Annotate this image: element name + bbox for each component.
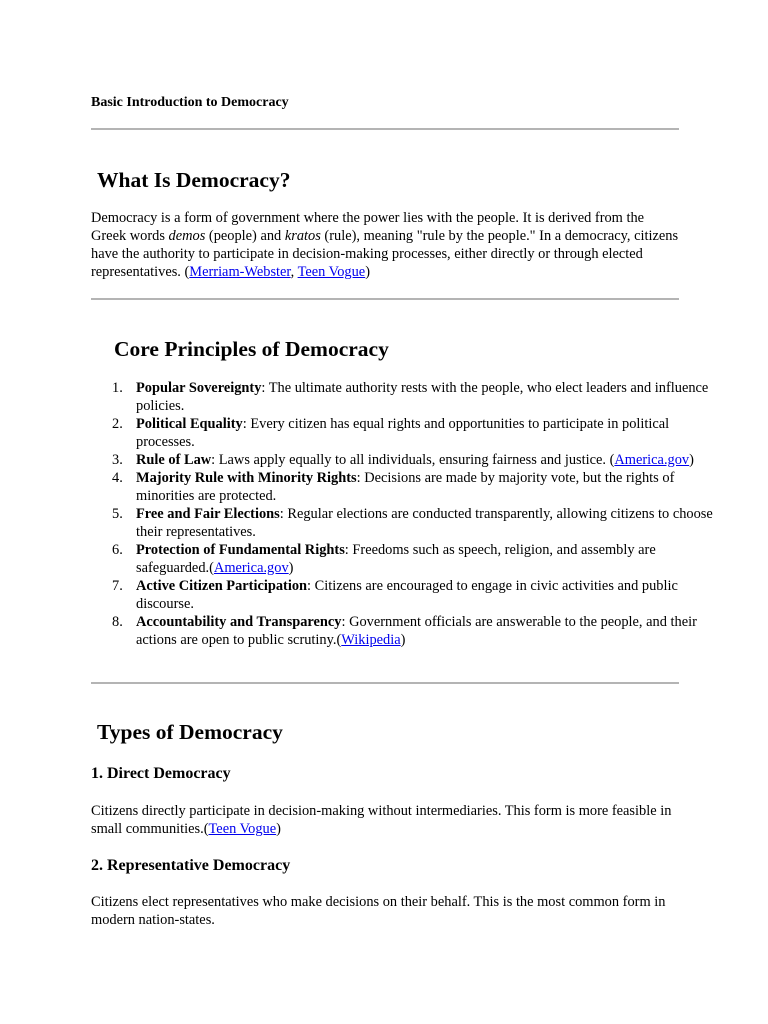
principle-term: Protection of Fundamental Rights bbox=[136, 542, 345, 558]
america-gov-link[interactable]: America.gov bbox=[614, 452, 690, 468]
paragraph-text: (rule), meaning "rule by the people." In a democracy, citizens have the authority to participate in decision-making processes, either directly or through elected representatives. ( bbox=[91, 228, 679, 280]
principle-item-political-equality bbox=[136, 415, 724, 451]
merriam-webster-link[interactable]: Merriam-Webster bbox=[189, 264, 291, 280]
definition-paragraph bbox=[91, 209, 679, 281]
italic-term-demos: demos bbox=[168, 228, 206, 244]
principle-term: Active Citizen Participation bbox=[136, 578, 308, 594]
closing-paren: ) bbox=[276, 821, 281, 837]
principle-term: Political Equality bbox=[136, 416, 243, 432]
principle-description: : Government officials are answerable to the people, and their actions are open to public scrutiny. bbox=[136, 614, 697, 648]
principle-description: : Every citizen has equal rights and opportunities to participate in political processes. bbox=[136, 416, 670, 450]
closing-paren: ) bbox=[365, 264, 370, 280]
paragraph-text: (people) and bbox=[205, 228, 285, 244]
section-heading-what-is-democracy: What Is Democracy? bbox=[97, 168, 291, 192]
principle-term: Popular Sovereignty bbox=[136, 380, 262, 396]
teen-vogue-link[interactable]: Teen Vogue bbox=[208, 821, 277, 837]
principle-item-fundamental-rights bbox=[136, 541, 724, 577]
principle-description: : Decisions are made by majority vote, but the rights of minorities are protected. bbox=[136, 470, 675, 504]
wikipedia-link[interactable]: Wikipedia bbox=[341, 632, 401, 648]
open-paren: ( bbox=[209, 560, 214, 576]
principle-item-citizen-participation bbox=[136, 577, 724, 613]
principle-term: Rule of Law bbox=[136, 452, 212, 468]
divider bbox=[91, 128, 679, 130]
principle-description: : The ultimate authority rests with the people, who elect leaders and influence policies. bbox=[136, 380, 709, 414]
principle-item-free-elections bbox=[136, 505, 724, 541]
separator-text: , bbox=[290, 264, 298, 280]
divider bbox=[91, 682, 679, 684]
paragraph-text: Citizens directly participate in decision-making without intermediaries. This form is more feasible in small communities.( bbox=[91, 803, 672, 837]
principle-term: Accountability and Transparency bbox=[136, 614, 342, 630]
principle-description: : Citizens are encouraged to engage in civic activities and public discourse. bbox=[136, 578, 678, 612]
open-paren: ( bbox=[606, 452, 615, 468]
open-paren: ( bbox=[336, 632, 342, 648]
document-title: Basic Introduction to Democracy bbox=[91, 95, 289, 110]
italic-term-kratos: kratos bbox=[284, 228, 321, 244]
principle-item-popular-sovereignty bbox=[136, 379, 724, 415]
america-gov-link[interactable]: America.gov bbox=[213, 560, 289, 576]
principle-item-accountability bbox=[136, 613, 724, 649]
principle-description: : Regular elections are conducted transparently, allowing citizens to choose their representatives. bbox=[136, 506, 713, 540]
section-heading-core-principles: Core Principles of Democracy bbox=[114, 337, 389, 361]
direct-democracy-paragraph bbox=[91, 802, 679, 838]
principle-item-rule-of-law bbox=[136, 451, 724, 469]
principle-term: Majority Rule with Minority Rights bbox=[136, 470, 357, 486]
closing-paren: ) bbox=[689, 452, 694, 468]
teen-vogue-link[interactable]: Teen Vogue bbox=[297, 264, 366, 280]
subheading-direct-democracy: 1. Direct Democracy bbox=[91, 765, 231, 782]
paragraph-text: Democracy is a form of government where the power lies with the people. It is derived from the Greek words bbox=[91, 210, 645, 244]
principles-list bbox=[91, 379, 724, 649]
principle-description: : Freedoms such as speech, religion, and assembly are safeguarded. bbox=[136, 542, 656, 576]
closing-paren: ) bbox=[288, 560, 294, 576]
subheading-representative-democracy: 2. Representative Democracy bbox=[91, 857, 291, 874]
representative-democracy-paragraph: Citizens elect representatives who make decisions on their behalf. This is the most common form in modern nation-states. bbox=[91, 894, 666, 928]
divider bbox=[91, 298, 679, 300]
principle-term: Free and Fair Elections bbox=[136, 506, 280, 522]
closing-paren: ) bbox=[400, 632, 406, 648]
section-heading-types-of-democracy: Types of Democracy bbox=[97, 720, 283, 744]
principle-item-majority-rule bbox=[136, 469, 724, 505]
principle-description: : Laws apply equally to all individuals, ensuring fairness and justice. bbox=[211, 452, 607, 468]
